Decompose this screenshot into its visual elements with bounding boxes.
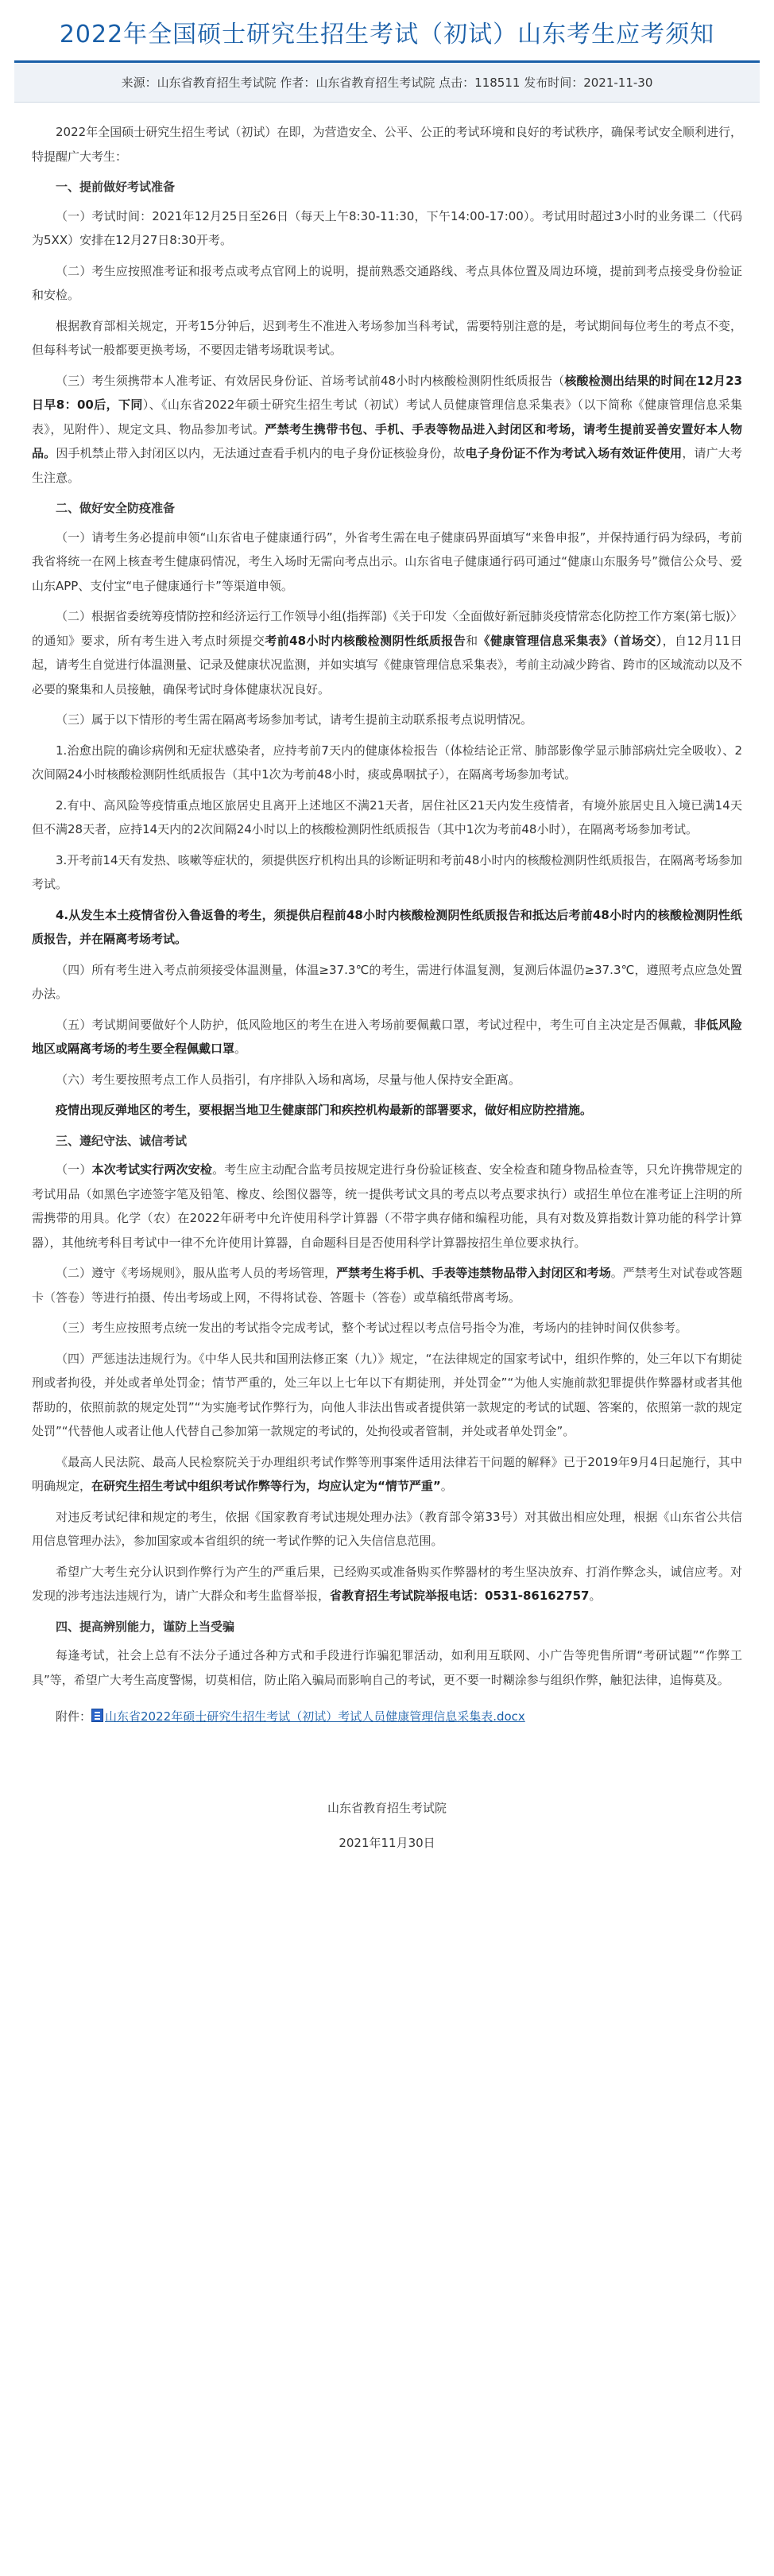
body-paragraph [32,120,742,169]
paragraph-text: 2022年全国硕士研究生招生考试（初试）在即，为营造安全、公平、公正的考试环境和良好的考试秩序，确保考试安全顺利进行，特提醒广大考生： [32,125,742,164]
emphasis-text: 非低风险地区或隔离考场的考生要全程佩戴口罩 [32,1017,742,1056]
body-paragraph [32,604,742,701]
emphasis-text: 本次考试实行两次安检 [91,1162,213,1177]
paragraph-text: 。 [234,1042,247,1056]
emphasis-text: 严禁考生将手机、手表等违禁物品带入封闭区和考场 [336,1266,611,1280]
body-paragraph [32,1347,742,1444]
paragraph-text: 《最高人民法院、最高人民检察院关于办理组织考试作弊等刑事案件适用法律若干问题的解释》已于2019年9月4日起施行，其中明确规定， [32,1454,742,1493]
paragraph-text: ，自12月11日起，请考生自觉进行体温测量、记录及健康状况监测，并如实填写《健康管理信息采集表》，考前主动减少跨省、跨市的区域流动以及不必要的聚集和人员接触，确保考试时身体健康状况良好。 [32,633,742,696]
section-heading [32,496,742,521]
body-paragraph [32,708,742,732]
paragraph-text: 根据教育部相关规定，开考15分钟后，迟到考生不准进入考场参加当科考试，需要特别注意的是，考试期间每位考生的考点不变，但每科考试一般都要更换考场，不要因走错考场耽误考试。 [32,318,742,357]
emphasis-text: 严禁考生携带书包、手机、手表等物品进入封闭区和考场，请考生提前妥善安置好本人物品。 [32,421,742,460]
paragraph-text: 2.有中、高风险等疫情重点地区旅居史且离开上述地区不满21天者，居住社区21天内发生疫情者，有境外旅居史且入境已满14天但不满28天者，应持14天内的2次间隔24小时以上的核酸检测阴性纸质报告（其中1次为考前48小时），在隔离考场参加考试。 [32,797,742,836]
article-title: 2022年全国硕士研究生招生考试（初试）山东考生应考须知 [14,0,760,63]
body-paragraph [32,1316,742,1340]
signature-date: 2021年11月30日 [339,1836,435,1850]
paragraph-text: 希望广大考生充分认识到作弊行为产生的严重后果，已经购买或准备购买作弊器材的考生坚决放弃、打消作弊念头，诚信应考。对发现的涉考违法违规行为，请广大群众和考生监督举报， [32,1564,742,1603]
body-paragraph [32,1068,742,1092]
body-paragraph [32,259,742,308]
paragraph-text: 1.治愈出院的确诊病例和无症状感染者，应持考前7天内的健康体检报告（体检结论正常、肺部影像学显示肺部病灶完全吸收）、2次间隔24小时核酸检测阴性纸质报告（其中1次为考前48小时，痰或鼻咽拭子），在隔离考场参加考试。 [32,743,742,782]
paragraph-text: 一、提前做好考试准备 [56,180,176,194]
paragraph-text: 每逢考试，社会上总有不法分子通过各种方式和手段进行诈骗犯罪活动，如利用互联网、小广告等兜售所谓“考研试题”“作弊工具”等，希望广大考生高度警惕，切莫相信，防止陷入骗局而影响自己的考试，更不要一时糊涂参与组织作弊，触犯法律，追悔莫及。 [32,1648,742,1687]
article-meta: 来源：山东省教育招生考试院 作者：山东省教育招生考试院 点击：118511 发布时间：2021-11-30 [14,63,760,103]
body-paragraph [32,848,742,897]
body-paragraph [32,369,742,491]
body-paragraph [32,958,742,1007]
paragraph-text: （二）考生应按照准考证和报考点或考点官网上的说明，提前熟悉交通路线、考点具体位置及周边环境，提前到考点接受身份验证和安检。 [32,263,742,302]
body-paragraph [32,314,742,363]
section-heading [32,1615,742,1639]
body-paragraph [32,1013,742,1061]
body-paragraph [32,526,742,599]
emphasis-text: 在研究生招生考试中组织考试作弊等行为，均应认定为“情节严重” [91,1479,441,1493]
paragraph-text: ，请广大考生注意。 [32,446,742,485]
paragraph-text: （二）根据省委统筹疫情防控和经济运行工作领导小组(指挥部)《关于印发〈全面做好新冠肺炎疫情常态化防控工作方案(第七版)〉的通知》要求，所有考生进入考点时须提交 [32,609,742,648]
paragraph-text: （四）所有考生进入考点前须接受体温测量，体温≥37.3℃的考生，需进行体温复测，复测后体温仍≥37.3℃，遵照考点应急处置办法。 [32,962,742,1001]
emphasis-text: 省教育招生考试院举报电话：0531-86162757 [330,1589,590,1603]
paragraph-text: （三）考生应按照考点统一发出的考试指令完成考试，整个考试过程以考点信号指令为准，考场内的挂钟时间仅供参考。 [56,1321,688,1335]
emphasis-text: 电子身份证不作为考试入场有效证件使用 [465,446,683,460]
body-paragraph [32,1643,742,1692]
paragraph-text: 二、做好安全防疫准备 [56,501,176,515]
paragraph-text: 。考生应主动配合监考员按规定进行身份验证核查、安全检查和随身物品检查等，只允许携带规定的考试用品（如黑色字迹签字笔及铅笔、橡皮、绘图仪器等，统一提供考试文具的考点以考点要求执行）或招生单位在准考证上注明的所需携带的用具。化学（农）在2022年研考中允许使用科学计算器（不带字典存储和编程功能，具有对数及算指数计算功能的科学计算器），其他统考科目考试中一律不允许使用计算器，自命题科目是否使用科学计算器按招生单位要求执行。 [32,1162,742,1250]
attachment-line [32,1705,742,1728]
body-paragraph [32,1158,742,1255]
paragraph-text: 3.开考前14天有发热、咳嗽等症状的，须提供医疗机构出具的诊断证明和考前48小时内的核酸检测阴性纸质报告，在隔离考场参加考试。 [32,852,742,891]
paragraph-text: 三、遵纪守法、诚信考试 [56,1133,188,1148]
paragraph-text: （一）考试时间：2021年12月25日至26日（每天上午8:30-11:30，下午14:00-17:00）。考试用时超过3小时的业务课二（代码为5XX）安排在12月27日8:30开考。 [32,208,742,247]
body-paragraph [32,1261,742,1309]
body-paragraph [32,1560,742,1608]
paragraph-text: （三）属于以下情形的考生需在隔离考场参加考试，请考生提前主动联系报考点说明情况。 [56,712,533,727]
attachment-link[interactable]: 山东省2022年硕士研究生招生考试（初试）考试人员健康管理信息采集表.docx [105,1709,525,1724]
paragraph-text: （一）请考生务必提前申领“山东省电子健康通行码”，外省考生需在电子健康码界面填写“来鲁申报”，并保持通行码为绿码，考前我省将统一在网上核查考生健康码情况，考生入场时无需向考点出示。山东省电子健康通行码可通过“健康山东服务号”微信公众号、爱山东APP、支付宝“电子健康通行卡”等渠道申领。 [32,530,742,593]
paragraph-text: （六）考生要按照考点工作人员指引，有序排队入场和离场，尽量与他人保持安全距离。 [56,1072,521,1087]
body-paragraph [32,204,742,253]
body-paragraph [32,903,742,952]
body-paragraph [32,1450,742,1499]
signature-block [32,1790,742,1860]
paragraph-text: 和 [466,633,478,648]
paragraph-text: （一） [56,1162,92,1177]
section-heading [32,175,742,200]
attachment-label: 附件： [56,1709,92,1724]
emphasis-text: 疫情出现反弹地区的考生，要根据当地卫生健康部门和疾控机构最新的部署要求，做好相应防控措施。 [56,1103,593,1117]
signature-org: 山东省教育招生考试院 [327,1801,447,1815]
section-heading [32,1129,742,1154]
paragraph-text: （五）考试期间要做好个人防护，低风险地区的考生在进入考场前要佩戴口罩，考试过程中，考生可自主决定是否佩戴， [56,1017,695,1032]
body-paragraph [32,1505,742,1554]
emphasis-text: 核酸检测出结果的时间在12月23日早8：00后，下同 [32,373,743,412]
paragraph-text: 因手机禁止带入封闭区以内，无法通过查看手机内的电子身份证核验身份，故 [56,446,466,460]
paragraph-text: 四、提高辨别能力，谨防上当受骗 [56,1619,235,1634]
paragraph-text: 。 [440,1479,453,1493]
paragraph-text: ）、《山东省2022年硕士研究生招生考试（初试）考试人员健康管理信息采集表》（以下简称《健康管理信息采集表》，见附件）、规定文具、物品参加考试。 [32,398,743,436]
word-document-icon [91,1709,103,1722]
emphasis-text: 《健康管理信息采集表》（首场交） [478,633,663,648]
paragraph-text: （三）考生须携带本人准考证、有效居民身份证、首场考试前48小时内核酸检测阴性纸质报告（ [56,373,565,388]
paragraph-text: 。严禁考生对试卷或答题卡（答卷）等进行拍摄、传出考场或上网，不得将试卷、答题卡（答卷）或草稿纸带离考场。 [32,1266,742,1305]
paragraph-text: （四）严惩违法违规行为。《中华人民共和国刑法修正案（九）》规定，“在法律规定的国家考试中，组织作弊的，处三年以下有期徒刑或者拘役，并处或者单处罚金；情节严重的，处三年以上七年以下有期徒刑，并处罚金”“为他人实施前款犯罪提供作弊器材或者其他帮助的，依照前款的规定处罚”“为实施考试作弊行为，向他人非法出售或者提供第一款规定的考试的试题、答案的，依照第一款的规定处罚”“代替他人或者让他人代替自己参加第一款规定的考试的，处拘役或者管制，并处或者单处罚金”。 [32,1351,742,1438]
body-paragraph [32,1098,742,1123]
body-paragraph [32,739,742,787]
paragraph-text: 。 [589,1589,602,1603]
paragraph-text: 对违反考试纪律和规定的考生，依据《国家教育考试违规处理办法》（教育部令第33号）对其做出相应处理，根据《山东省公共信用信息管理办法》，参加国家或本省组织的统一考试作弊的记入失信信息范围。 [32,1509,742,1548]
emphasis-text: 考前48小时内核酸检测阴性纸质报告 [265,633,466,648]
paragraph-text: （二）遵守《考场规则》，服从监考人员的考场管理， [56,1266,337,1280]
article-body [0,103,774,1692]
emphasis-text: 4.从发生本土疫情省份入鲁返鲁的考生，须提供启程前48小时内核酸检测阴性纸质报告和抵达后考前48小时内的核酸检测阴性纸质报告，并在隔离考场考试。 [32,907,742,946]
body-paragraph [32,793,742,842]
